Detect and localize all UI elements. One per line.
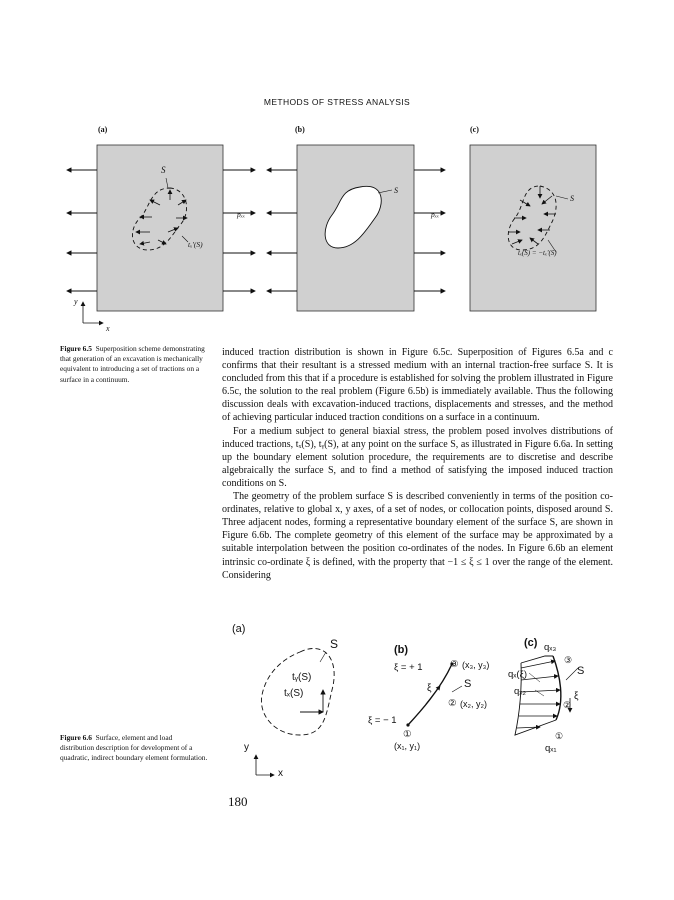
fig66-xi-plus: ξ = + 1: [394, 662, 423, 673]
fig66-tx-label: tₓ(S): [284, 688, 304, 699]
figure-6-6: [222, 625, 622, 785]
fig66-node1: ①: [403, 729, 412, 740]
fig66-a-S: S: [330, 637, 339, 651]
running-header: METHODS OF STRESS ANALYSIS: [263, 97, 411, 107]
panel-c-medium: [470, 145, 596, 311]
fig66-b-element: [408, 664, 452, 725]
figure-6-6-caption: [60, 733, 208, 764]
fig66-qx2: qₓ₂: [514, 686, 527, 697]
panel-c-S-label: S: [570, 194, 574, 203]
fig66-c-node2: ②: [563, 700, 572, 710]
paragraph-1: induced traction distribution is shown in Figure 6.5c. Superposition of Figures 6.5a and c confirms that their resultant is a stressed medium with an internal traction-free surface S. It is concluded from this that if a procedure is established for solving the problem illustrated in Figure 6.5c, the solution to the real problem (Figure 6.5b) is immediately available. Thus the following discussion deals with excavation-induced tractions, displacements and stresses, and the method of achieving particular induced traction conditions on a surface in a continuum.: [222, 347, 613, 424]
fig66-c-S: S: [577, 665, 585, 677]
fig66-b-S: S: [464, 678, 472, 690]
fig66-panel-c-label: (c): [524, 637, 538, 649]
fig65-axis-x: x: [106, 324, 110, 333]
fig66-node3: ③: [450, 659, 459, 670]
panel-a-traction-label: tₓ'(S): [188, 240, 203, 249]
figure-6-5-drawing: [60, 125, 620, 340]
caption-number-6-6: Figure 6.6: [60, 733, 92, 742]
fig66-axes: [256, 755, 274, 775]
fig66-axis-y: y: [244, 742, 249, 753]
fig66-xi-label: ξ: [427, 683, 432, 694]
figure-6-6-drawing: [222, 625, 622, 785]
fig65-axis-y: y: [74, 297, 78, 306]
fig66-axis-x: x: [278, 768, 283, 779]
panel-b-S-label: S: [394, 186, 398, 195]
panel-label-c: (c): [470, 125, 479, 134]
fig66-qx-xi: qₓ(ξ): [508, 669, 527, 680]
panel-label-a: (a): [98, 125, 108, 134]
fig66-qx1: qₓ₁: [545, 743, 557, 754]
panel-b-pxx-label: pₓₓ: [431, 210, 440, 219]
paragraph-2: For a medium subject to general biaxial stress, the problem posed involves distributions of induced tractions, tₓ(S), tᵧ(S), at any point on the surface S, as illustrated in Figure 6.6a. In setting up the boundary element solution procedure, the requirements are to discretise and describe algebraically the surface S, and to find a method of satisfying the imposed induced traction conditions on S.: [222, 425, 613, 489]
panel-a-medium: [97, 145, 223, 311]
fig66-ty-label: tᵧ(S): [292, 672, 312, 683]
fig66-panel-a-label: (a): [232, 623, 246, 635]
fig66-c-xi: ξ: [574, 691, 579, 702]
fig66-coord3: (x₃, y₃): [462, 660, 490, 670]
fig66-node2: ②: [448, 698, 457, 709]
fig66-c-node1: ①: [555, 731, 564, 741]
fig66-coord2: (x₂, y₂): [460, 699, 487, 709]
fig66-xi-minus: ξ = − 1: [368, 715, 397, 726]
panel-a-S-label: S: [161, 165, 166, 175]
panel-label-b: (b): [295, 125, 305, 134]
fig66-panel-b-label: (b): [394, 644, 409, 656]
figure-6-5: [60, 125, 620, 340]
paragraph-3: The geometry of the problem surface S is described conveniently in terms of the position co-ordinates, relative to global x, y axes, of a set of nodes, or collocation points, disposed around S. Three adjacent nodes, forming a representative boundary element of the surface S, are shown in Figure 6.6b. The complete geometry of this element of the surface may be approximated by a suitable interpolation between the position co-ordinates of the nodes. In Figure 6.6b an element intrinsic co-ordinate ξ is defined, with the property that −1 ≤ ξ ≤ 1 over the range of the element. Considering: [222, 491, 613, 581]
caption-text: Superposition scheme demonstrating that generation of an excavation is mechanically equivalent to introducing a set of tractions on a surface in a continuum.: [60, 344, 205, 384]
fig66-c-node3: ③: [564, 655, 573, 665]
body-text: [222, 346, 613, 582]
page-number: 180: [228, 794, 248, 809]
panel-c-traction-label: tₓ(S) = −tₓ'(S): [518, 249, 557, 257]
panel-a-pxx-label: pₓₓ: [237, 210, 246, 219]
figure-6-5-caption: [60, 344, 208, 385]
fig66-qx3: qₓ₃: [544, 642, 557, 653]
fig66-coord1: (x₁, y₁): [394, 741, 421, 751]
caption-number: Figure 6.5: [60, 344, 92, 353]
fig66-c-element: [553, 656, 561, 720]
caption-text-6-6: Surface, element and load distribution description for development of a quadratic, indirect boundary element formulation.: [60, 733, 208, 763]
